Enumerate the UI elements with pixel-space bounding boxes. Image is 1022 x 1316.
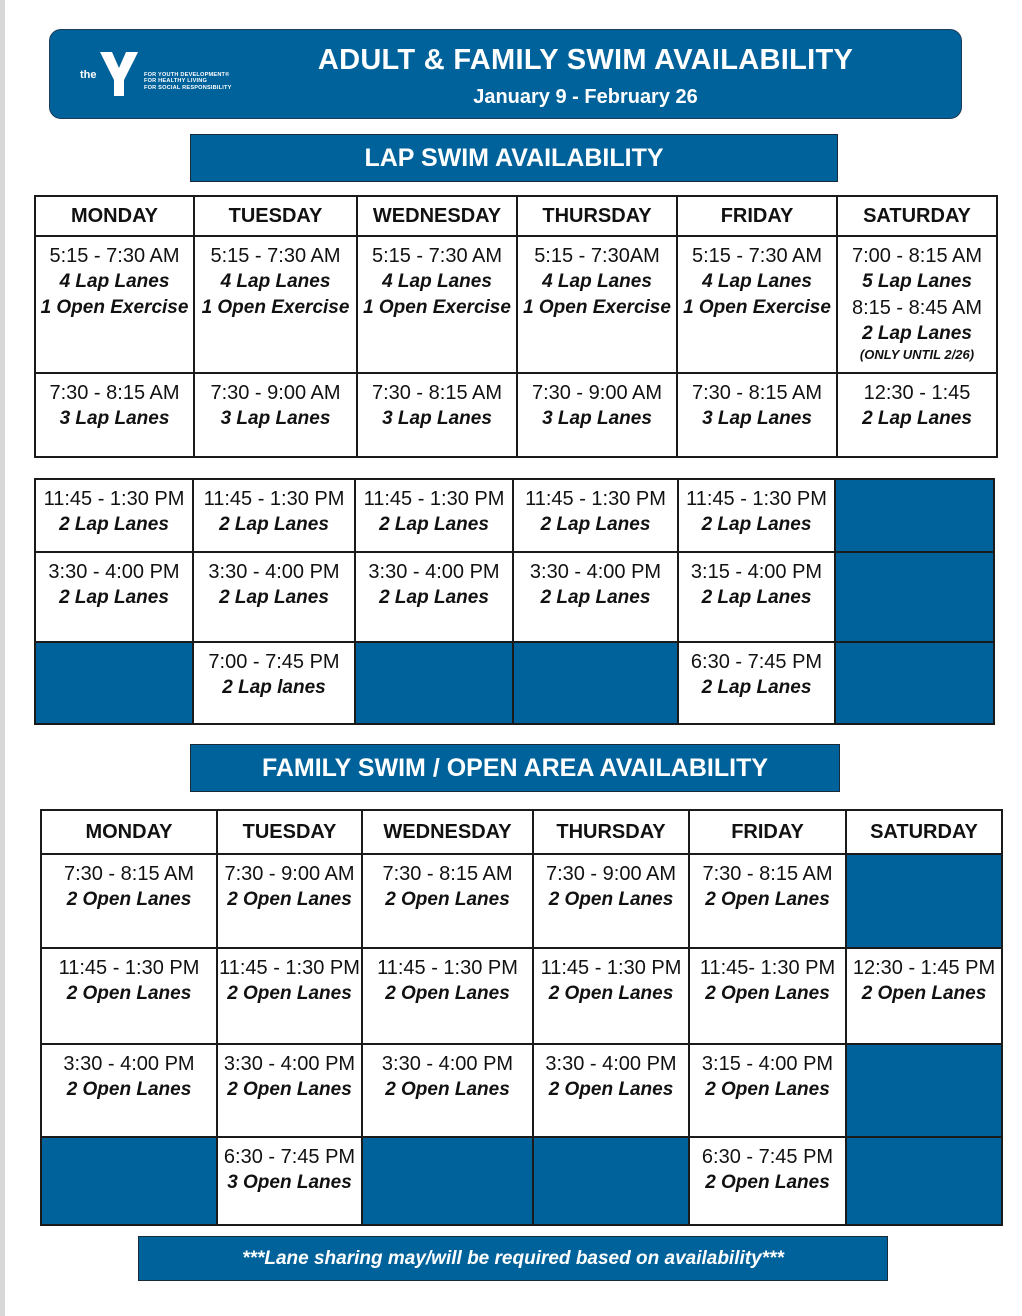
slot-lanes: 4 Lap Lanes [542,271,652,292]
unavailable-slot [533,1137,689,1225]
slot-lanes: 2 Open Lanes [227,889,352,910]
slot-lanes: 2 Lap Lanes [379,514,489,535]
slot-time: 11:45 - 1:30 PM [203,488,345,510]
unavailable-slot [846,1137,1002,1225]
lap-day-saturday: SATURDAY [837,196,997,236]
slot-lanes: 4 Lap Lanes [220,271,331,292]
date-range: January 9 - February 26 [473,86,698,108]
slot-lanes: 2 Lap Lanes [540,587,651,608]
slot-time: 5:15 - 7:30 AM [691,245,823,267]
lap-slot [35,552,193,642]
family-slot [533,1044,689,1137]
slot-lanes-2: 2 Lap Lanes [862,323,972,344]
lap-slot [194,373,357,457]
slot-lanes: 2 Open Lanes [66,983,192,1004]
slot-note: (ONLY UNTIL 2/26) [859,347,975,362]
slot-time: 3:30 - 4:00 PM [381,1053,514,1075]
slot-lanes: 3 Lap Lanes [59,408,170,429]
slot-lanes: 2 Open Lanes [227,983,352,1004]
page-title: ADULT & FAMILY SWIM AVAILABILITY [317,44,854,76]
slot-time: 7:30 - 9:00 AM [531,382,663,404]
family-slot [689,1044,846,1137]
lap-day-tuesday: TUESDAY [194,196,357,236]
unavailable-slot [41,1137,217,1225]
slot-time: 7:30 - 9:00 AM [545,863,677,885]
slot-lanes: 3 Lap Lanes [702,408,812,429]
slot-extra: 1 Open Exercise [201,297,350,318]
family-day-thursday: THURSDAY [533,810,689,854]
lap-day-monday: MONDAY [35,196,194,236]
slot-time: 3:30 - 4:00 PM [48,561,180,583]
unavailable-slot [846,1044,1002,1137]
logo-the: the [80,69,97,81]
family-header-row [41,810,1002,854]
family-slot [533,854,689,948]
lap-day-wednesday: WEDNESDAY [357,196,517,236]
slot-time: 7:00 - 7:45 PM [208,651,340,673]
lap-slot [513,479,678,552]
slot-lanes: 3 Open Lanes [227,1172,352,1193]
slot-lanes: 4 Lap Lanes [702,271,812,292]
lane-sharing-note: ***Lane sharing may/will be required based on availability*** [138,1236,888,1281]
lap-slot [35,373,194,457]
slot-time: 11:45 - 1:30 PM [540,957,682,979]
slot-time: 3:30 - 4:00 PM [368,561,500,583]
family-slot [689,854,846,948]
slot-time: 5:15 - 7:30 AM [49,245,180,267]
ymca-y-icon [96,50,142,98]
slot-time: 3:30 - 4:00 PM [223,1053,356,1075]
header-banner [49,29,962,119]
slot-time: 5:15 - 7:30 AM [371,245,503,267]
lap-slot [194,236,357,373]
lap-slot-saturday [837,236,997,373]
lap-slot [517,236,677,373]
lap-row-midday [35,479,994,552]
slot-time: 7:30 - 8:15 AM [702,863,833,885]
family-day-wednesday: WEDNESDAY [362,810,533,854]
lap-slot [193,479,355,552]
slot-lanes: 2 Lap Lanes [862,408,972,429]
lap-slot [355,479,513,552]
slot-time: 5:15 - 7:30AM [534,245,660,267]
family-day-monday: MONDAY [41,810,217,854]
slot-time: 12:30 - 1:45 PM [852,957,996,979]
slot-lanes: 2 Lap Lanes [219,514,329,535]
slot-time: 3:15 - 4:00 PM [701,1053,834,1075]
slot-lanes: 2 Open Lanes [385,1079,510,1100]
family-slot [217,1137,362,1225]
family-slot [217,948,362,1044]
slot-time: 3:15 - 4:00 PM [690,561,823,583]
slot-time: 7:30 - 8:15 AM [49,382,180,404]
lap-slot [677,236,837,373]
family-slot [217,1044,362,1137]
slot-time: 7:30 - 8:15 AM [63,863,195,885]
slot-lanes: 2 Lap Lanes [701,587,812,608]
family-row-afternoon [41,1044,1002,1137]
family-swim-heading: FAMILY SWIM / OPEN AREA AVAILABILITY [190,744,840,792]
family-swim-table [40,809,1003,1226]
unavailable-slot [846,854,1002,948]
slot-lanes: 4 Lap Lanes [382,271,492,292]
family-slot [41,854,217,948]
lap-header-row [35,196,997,236]
lap-day-friday: FRIDAY [677,196,837,236]
lap-slot [677,373,837,457]
family-slot [689,1137,846,1225]
family-slot [362,948,533,1044]
lap-slot [193,552,355,642]
lap-slot [678,642,835,724]
unavailable-slot [513,642,678,724]
slot-time: 7:30 - 8:15 AM [371,382,503,404]
family-row-midday [41,948,1002,1044]
slot-lanes: 2 Lap Lanes [59,514,169,535]
slot-lanes: 2 Lap Lanes [379,587,489,608]
slot-extra: 1 Open Exercise [363,297,511,318]
slot-lanes: 2 Open Lanes [227,1079,352,1100]
family-row-evening [41,1137,1002,1225]
family-slot [41,1044,217,1137]
slot-lanes: 2 Open Lanes [385,983,510,1004]
family-slot [689,948,846,1044]
lap-slot [357,236,517,373]
family-day-saturday: SATURDAY [846,810,1002,854]
lap-slot [193,642,355,724]
lap-slot [357,373,517,457]
lap-swim-table-top [34,195,998,458]
slot-time: 7:30 - 8:15 AM [691,382,823,404]
slot-time: 11:45 - 1:30 PM [377,957,518,979]
lap-slot [35,479,193,552]
slot-time: 3:30 - 4:00 PM [208,561,340,583]
unavailable-slot [355,642,513,724]
slot-time: 6:30 - 7:45 PM [701,1146,834,1168]
slot-lanes: 3 Lap Lanes [542,408,652,429]
lap-slot [678,552,835,642]
slot-lanes: 2 Lap Lanes [701,677,812,698]
lap-slot [35,236,194,373]
slot-time: 7:30 - 9:00 AM [224,863,355,885]
family-slot [362,1044,533,1137]
slot-extra: 1 Open Exercise [523,297,671,318]
family-slot [41,948,217,1044]
slot-lanes: 2 Lap lanes [222,677,326,698]
slot-lanes: 5 Lap Lanes [862,271,972,292]
slot-time: 3:30 - 4:00 PM [63,1053,195,1075]
logo-line-2: FOR HEALTHY LIVING [144,78,208,85]
slot-lanes: 2 Open Lanes [385,889,510,910]
slot-lanes: 3 Lap Lanes [382,408,492,429]
lap-row-evening [35,642,994,724]
slot-lanes: 2 Open Lanes [66,889,192,910]
lap-slot [517,373,677,457]
lap-slot [355,552,513,642]
slot-lanes: 2 Open Lanes [705,983,830,1004]
slot-extra: 1 Open Exercise [683,297,831,318]
slot-extra: 1 Open Exercise [40,297,189,318]
lap-row-afternoon [35,552,994,642]
lap-day-thursday: THURSDAY [517,196,677,236]
family-slot [846,948,1002,1044]
slot-lanes: 2 Lap Lanes [540,514,651,535]
slot-lanes: 2 Open Lanes [705,1172,830,1193]
slot-lanes: 2 Open Lanes [705,889,830,910]
slot-lanes: 3 Lap Lanes [220,408,331,429]
slot-lanes: 2 Open Lanes [66,1079,192,1100]
slot-time: 6:30 - 7:45 PM [690,651,823,673]
logo-tagline [144,72,232,91]
slot-time: 11:45 - 1:30 PM [525,488,666,510]
slot-time: 11:45 - 1:30 PM [43,488,185,510]
lap-slot [513,552,678,642]
slot-time: 5:15 - 7:30 AM [210,245,341,267]
lap-row-morning [35,373,997,457]
slot-time: 6:30 - 7:45 PM [223,1146,356,1168]
unavailable-slot [835,642,994,724]
unavailable-slot [362,1137,533,1225]
page-edge [0,0,5,1316]
family-row-morning [41,854,1002,948]
lap-swim-table-bottom [34,478,995,725]
family-slot [362,854,533,948]
lap-swim-heading: LAP SWIM AVAILABILITY [190,134,838,182]
slot-lanes: 2 Open Lanes [705,1079,830,1100]
slot-lanes: 2 Lap Lanes [59,587,169,608]
slot-time: 7:00 - 8:15 AM [851,245,983,267]
unavailable-slot [835,479,994,552]
unavailable-slot [35,642,193,724]
slot-time: 11:45 - 1:30 PM [219,957,360,979]
slot-lanes: 2 Open Lanes [548,983,674,1004]
slot-time: 11:45 - 1:30 PM [686,488,827,510]
family-day-tuesday: TUESDAY [217,810,362,854]
slot-time: 12:30 - 1:45 [863,382,971,404]
family-day-friday: FRIDAY [689,810,846,854]
slot-time: 7:30 - 9:00 AM [210,382,341,404]
family-slot [217,854,362,948]
slot-time: 11:45 - 1:30 PM [58,957,200,979]
unavailable-slot [835,552,994,642]
slot-lanes: 2 Lap Lanes [701,514,812,535]
lap-slot [678,479,835,552]
slot-lanes: 2 Open Lanes [861,983,987,1004]
slot-lanes: 2 Lap Lanes [219,587,329,608]
lap-slot [837,373,997,457]
slot-time: 7:30 - 8:15 AM [382,863,513,885]
family-slot [533,948,689,1044]
slot-time-2: 8:15 - 8:45 AM [851,297,983,319]
slot-lanes: 2 Open Lanes [548,1079,674,1100]
lap-row-early [35,236,997,373]
slot-lanes: 2 Open Lanes [548,889,674,910]
slot-time: 11:45 - 1:30 PM [363,488,505,510]
slot-lanes: 4 Lap Lanes [59,271,170,292]
slot-time: 3:30 - 4:00 PM [545,1053,677,1075]
slot-time: 11:45- 1:30 PM [699,957,836,979]
slot-time: 3:30 - 4:00 PM [529,561,662,583]
logo-line-1: FOR YOUTH DEVELOPMENT® [144,72,230,78]
logo-line-3: FOR SOCIAL RESPONSIBILITY [144,84,232,91]
